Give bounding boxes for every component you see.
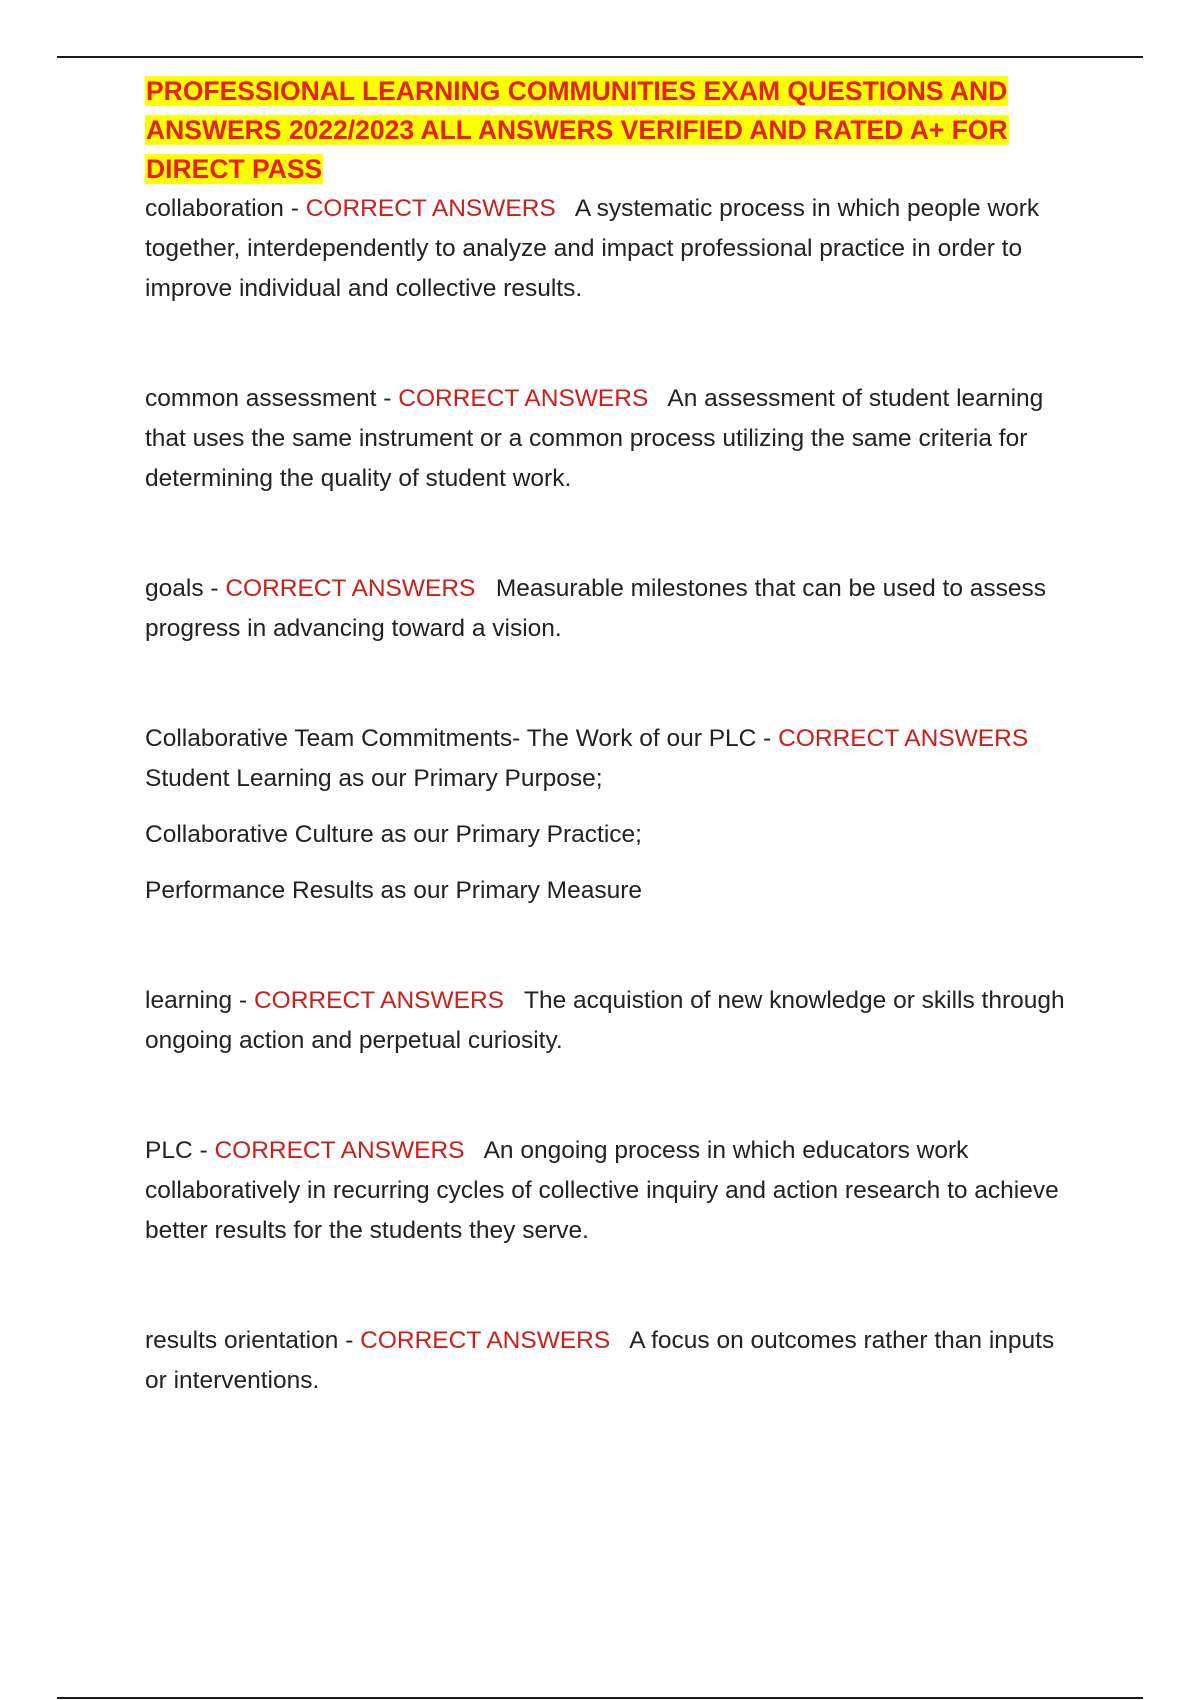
qa-paragraph: learning - CORRECT ANSWERS The acquistion of new knowledge or skills through ongoing action and perpetual curiosity. (145, 987, 1065, 1054)
correct-answers-marker: CORRECT ANSWERS (214, 1137, 465, 1164)
document-body (145, 72, 1065, 1401)
term: PLC (145, 1137, 193, 1164)
term: learning (145, 987, 233, 1014)
top-divider (57, 56, 1143, 58)
qa-paragraph: Collaborative Team Commitments- The Work of our PLC - CORRECT ANSWERS Student Learning as our Primary Purpose; (145, 725, 1029, 792)
term: common assessment (145, 385, 377, 412)
qa-entry-results-orientation (145, 1321, 1065, 1401)
commitment-line: Performance Results as our Primary Measure (145, 877, 642, 904)
term: Collaborative Team Commitments- The Work of our PLC (145, 725, 757, 752)
bottom-divider (57, 1697, 1143, 1699)
document-title (145, 72, 1065, 189)
definition: Measurable milestones that can be used to assess progress in advancing toward a vision. (145, 575, 1047, 642)
correct-answers-marker: CORRECT ANSWERS (305, 195, 556, 222)
qa-paragraph: common assessment - CORRECT ANSWERS An assessment of student learning that uses the same instrument or a common process utilizing the same criteria for determining the quality of student work. (145, 385, 1044, 492)
correct-answers-marker: CORRECT ANSWERS (360, 1327, 611, 1354)
qa-entry-collaboration (145, 189, 1065, 309)
qa-paragraph: PLC - CORRECT ANSWERS An ongoing process in which educators work collaboratively in recurring cycles of collective inquiry and action research to achieve better results for the students they serve. (145, 1137, 1059, 1244)
commitment-line: Collaborative Culture as our Primary Practice; (145, 821, 642, 848)
correct-answers-marker: CORRECT ANSWERS (253, 987, 504, 1014)
qa-paragraph: goals - CORRECT ANSWERS Measurable milestones that can be used to assess progress in advancing toward a vision. (145, 575, 1047, 642)
correct-answers-marker: CORRECT ANSWERS (778, 725, 1029, 752)
correct-answers-marker: CORRECT ANSWERS (398, 385, 649, 412)
qa-paragraph: collaboration - CORRECT ANSWERS A systematic process in which people work together, interdependently to analyze and impact professional practice in order to improve individual and collective results. (145, 195, 1040, 302)
definition: A focus on outcomes rather than inputs or interventions. (145, 1327, 1055, 1394)
definition: A systematic process in which people work together, interdependently to analyze and impact professional practice in order to improve individual and collective results. (145, 195, 1040, 302)
correct-answers-marker: CORRECT ANSWERS (225, 575, 476, 602)
qa-paragraph: results orientation - CORRECT ANSWERS A focus on outcomes rather than inputs or interventions. (145, 1327, 1055, 1394)
definition: The acquistion of new knowledge or skills through ongoing action and perpetual curiosity. (145, 987, 1065, 1054)
definition: An assessment of student learning that uses the same instrument or a common process utilizing the same criteria for determining the quality of student work. (145, 385, 1044, 492)
definition: Student Learning as our Primary Purpose; (145, 765, 603, 792)
definition: An ongoing process in which educators work collaboratively in recurring cycles of collective inquiry and action research to achieve better results for the students they serve. (145, 1137, 1059, 1244)
document-title-text: PROFESSIONAL LEARNING COMMUNITIES EXAM QUESTIONS AND ANSWERS 2022/2023 ALL ANSWERS VERIFIED AND RATED A+ FOR DIRECT PASS (146, 76, 1008, 184)
qa-entry-common-assessment (145, 379, 1065, 499)
term: collaboration (145, 195, 284, 222)
qa-entry-goals (145, 569, 1065, 649)
term: results orientation (145, 1327, 339, 1354)
qa-entry-learning (145, 981, 1065, 1061)
term: goals (145, 575, 204, 602)
qa-entry-plc (145, 1131, 1065, 1251)
qa-entry-team-commitments (145, 719, 1065, 911)
